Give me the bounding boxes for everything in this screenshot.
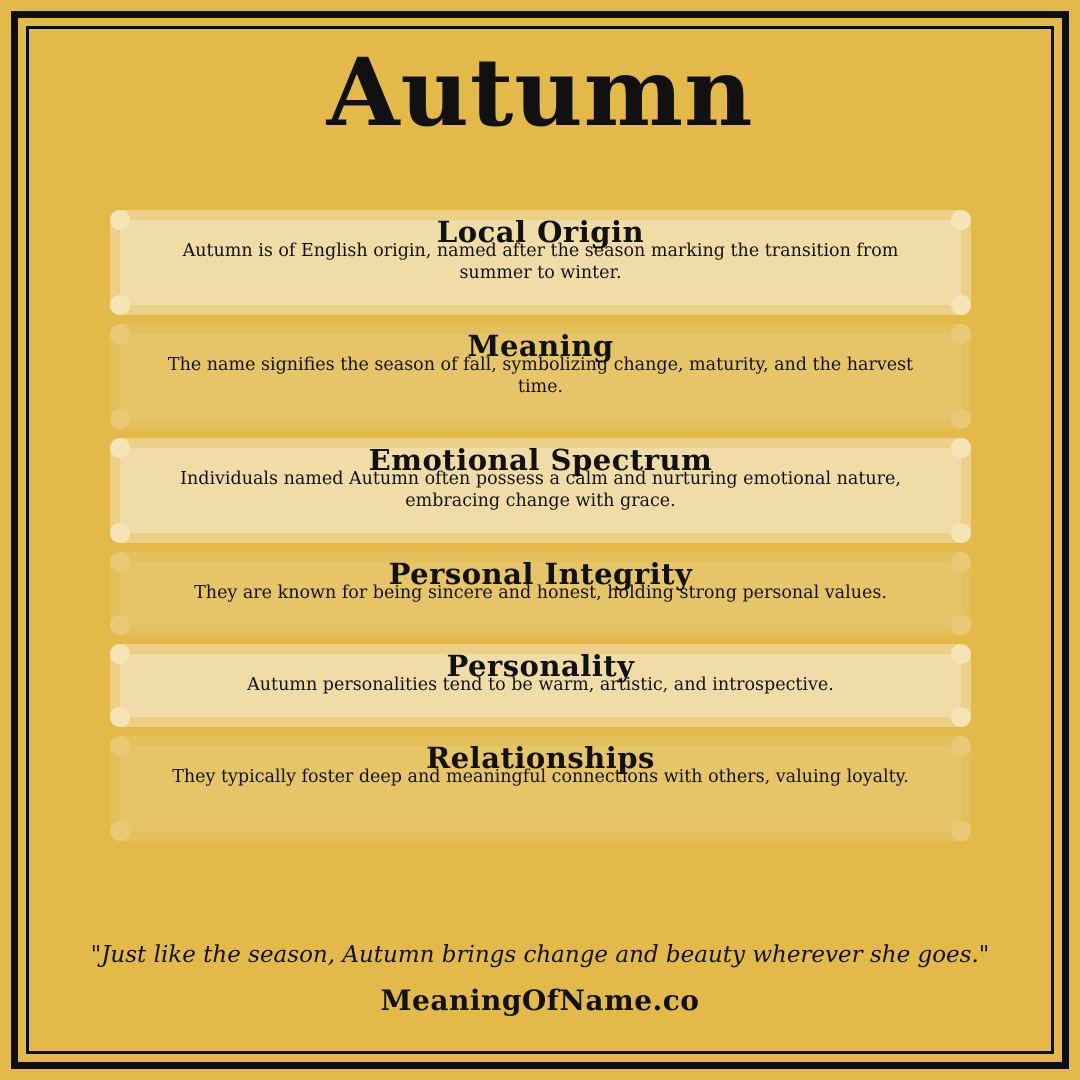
card-text: They are known for being sincere and honest, holding strong personal values. bbox=[194, 583, 887, 603]
corner-dot-icon bbox=[951, 409, 971, 429]
card-relationships bbox=[110, 736, 971, 841]
corner-dot-icon bbox=[110, 295, 130, 315]
card-text: Individuals named Autumn often possess a calm and nurturing emotional nature, embracing change with grace. bbox=[180, 469, 901, 511]
corner-dot-icon bbox=[110, 821, 130, 841]
corner-dot-icon bbox=[110, 615, 130, 635]
corner-dot-icon bbox=[951, 523, 971, 543]
card-personality bbox=[110, 644, 971, 727]
corner-dot-icon bbox=[110, 523, 130, 543]
card-text: The name signifies the season of fall, symbolizing change, maturity, and the harvest time. bbox=[167, 355, 914, 397]
corner-dot-icon bbox=[110, 409, 130, 429]
card-meaning bbox=[110, 324, 971, 429]
card-heading: Personal Integrity bbox=[388, 557, 693, 591]
corner-dot-icon bbox=[951, 615, 971, 635]
card-text: Autumn is of English origin, named after the season marking the transition from summer to winter. bbox=[182, 241, 899, 283]
page-title: Autumn bbox=[326, 38, 754, 148]
corner-dot-icon bbox=[110, 707, 130, 727]
card-text: Autumn personalities tend to be warm, artistic, and introspective. bbox=[247, 675, 834, 695]
card-personal-integrity bbox=[110, 552, 971, 635]
card-heading: Personality bbox=[446, 649, 635, 683]
card-local-origin bbox=[110, 210, 971, 315]
card-heading: Meaning bbox=[467, 329, 614, 363]
card-heading: Relationships bbox=[426, 741, 655, 775]
card-text: They typically foster deep and meaningful connections with others, valuing loyalty. bbox=[172, 767, 909, 787]
card-heading: Emotional Spectrum bbox=[368, 443, 713, 477]
card-heading: Local Origin bbox=[436, 215, 645, 249]
brand-name: MeaningOfName.co bbox=[380, 984, 700, 1017]
corner-dot-icon bbox=[951, 821, 971, 841]
corner-dot-icon bbox=[951, 707, 971, 727]
quote: "Just like the season, Autumn brings change and beauty wherever she goes." bbox=[90, 942, 990, 968]
card-emotional-spectrum bbox=[110, 438, 971, 543]
corner-dot-icon bbox=[951, 295, 971, 315]
